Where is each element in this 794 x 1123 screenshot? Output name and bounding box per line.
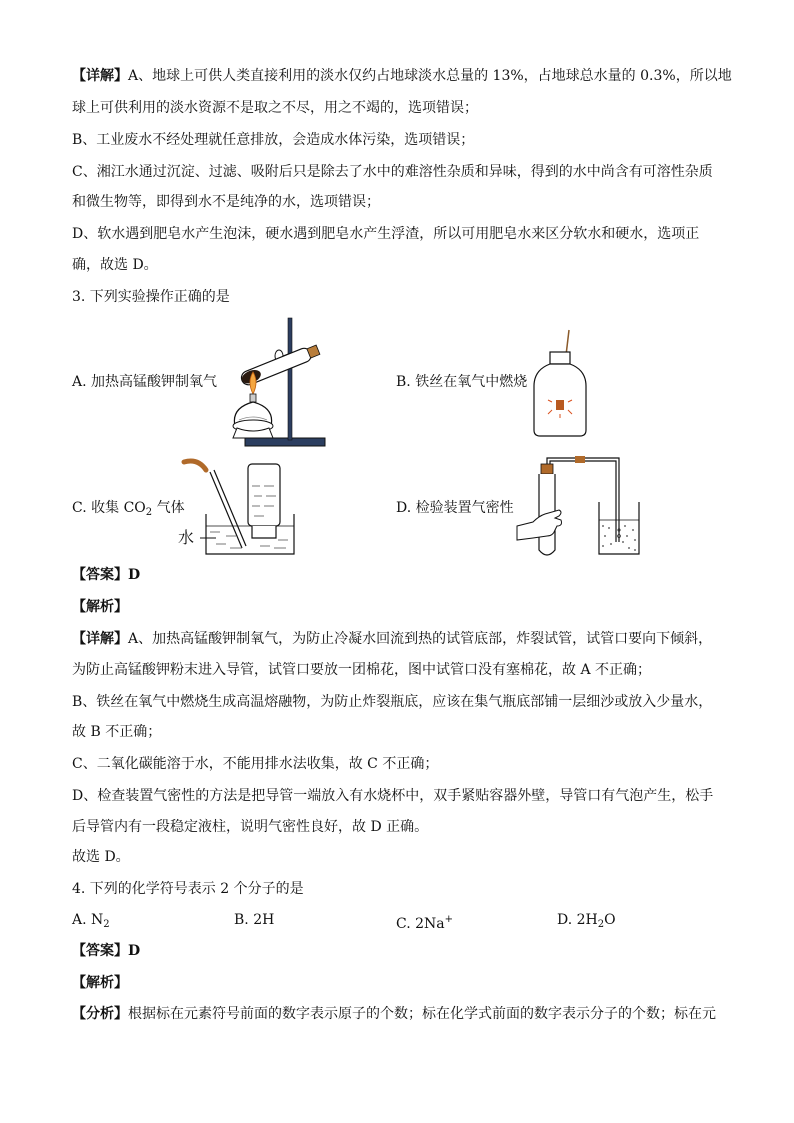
q2-detail-line-6: D、软水遇到肥皂水产生泡沫，硬水遇到肥皂水产生浮渣，所以可用肥皂水来区分软水和硬水，选项正	[72, 226, 700, 242]
q3-analysis-label: 【解析】	[72, 599, 128, 615]
q3-detail-line-5: C、二氧化碳能溶于水，不能用排水法收集，故 C 不正确；	[72, 756, 439, 772]
q2-detail-line-5: 和微生物等，即得到水不是纯净的水，选项错误；	[72, 194, 380, 210]
q3-detail-line-4: 故 B 不正确；	[72, 724, 162, 740]
q4-option-a: A. $N_2$	[72, 912, 110, 930]
figure-heating-test-tube	[225, 316, 335, 450]
q3-detail-line-7: 后导管内有一段稳定液柱，说明气密性良好，故 D 正确。	[72, 819, 429, 835]
q3-option-d: D. 检验装置气密性	[396, 500, 514, 516]
q3-option-b: B. 铁丝在氧气中燃烧	[396, 374, 528, 390]
q4-stem: 4. 下列的化学符号表示 2 个分子的是	[72, 881, 304, 897]
detail-label: 【详解】	[72, 68, 128, 84]
q3-option-c: C. 收集 $CO_2$ 气体	[72, 500, 185, 518]
q3-detail-line-1: 【详解】A、加热高锰酸钾制氧气，为防止冷凝水回流到热的试管底部，炸裂试管，试管口要向下倾斜，	[72, 631, 713, 647]
figure-iron-wire-bottle	[530, 330, 590, 440]
q3-detail-line-6: D、检查装置气密性的方法是把导管一端放入有水烧杯中，双手紧贴容器外壁，导管口有气泡产生，松手	[72, 788, 714, 804]
q2-detail-line-4: C、湘江水通过沉淀、过滤、吸附后只是除去了水中的难溶性杂质和异味，得到的水中尚含有可溶性杂质	[72, 164, 713, 180]
q2-detail-line-3: B、工业废水不经处理就任意排放，会造成水体污染，选项错误；	[72, 132, 475, 148]
q3-answer: 【答案】D	[72, 567, 141, 583]
q2-detail-line-7: 确，故选 D。	[72, 257, 158, 273]
q4-analysis-label: 【解析】	[72, 975, 128, 991]
q4-option-b: B. 2H	[234, 912, 275, 928]
q3-conclusion: 故选 D。	[72, 849, 130, 865]
q3-detail-line-2: 为防止高锰酸钾粉末进入导管，试管口要放一团棉花，图中试管口没有塞棉花，故 A 不正确；	[72, 662, 652, 678]
q4-answer: 【答案】D	[72, 943, 141, 959]
q3-option-a: A. 加热高锰酸钾制氧气	[72, 374, 218, 390]
water-label: 水	[178, 528, 195, 547]
q4-option-c: C. 2Na+	[396, 914, 454, 932]
q4-option-d: D. $2H_2O$	[557, 912, 616, 930]
q4-analysis-line: 【分析】根据标在元素符号前面的数字表示原子的个数；标在化学式前面的数字表示分子的个数；标在元	[72, 1006, 716, 1022]
figure-airtightness-check	[515, 456, 645, 560]
q3-detail-line-3: B、铁丝在氧气中燃烧生成高温熔融物，为防止炸裂瓶底，应该在集气瓶底部铺一层细沙或放入少量水，	[72, 694, 713, 710]
q3-stem: 3. 下列实验操作正确的是	[72, 289, 230, 305]
q2-detail-line-1: 【详解】A、地球上可供人类直接利用的淡水仅约占地球淡水总量的 13%，占地球总水量的 0.3%，所以地	[72, 68, 732, 84]
q2-detail-line-2: 球上可供利用的淡水资源不是取之不尽，用之不竭的，选项错误；	[72, 100, 478, 116]
